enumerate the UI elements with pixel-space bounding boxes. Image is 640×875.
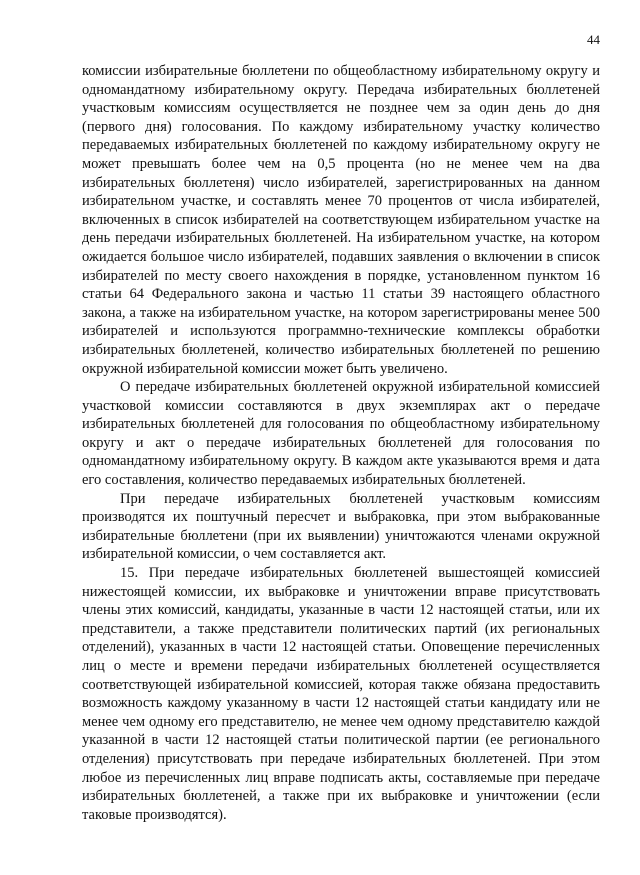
paragraph-recount-rejection: При передаче избирательных бюллетеней участковым комиссиям производятся их поштучный пересчет и выбраковка, при этом выбракованные избирательные бюллетени (при их выявлении) уничтожаются членами окружной избирательной комиссии, о чем составляется акт.	[82, 490, 600, 563]
paragraph-item-15: 15. При передаче избирательных бюллетеней вышестоящей комиссией нижестоящей комиссии, их выбраковке и уничтожении вправе присутствовать члены этих комиссий, кандидаты, указанные в части 12 настоящей статьи, или их представители, а также представители политических партий (их региональных отделений), указанных в части 12 настоящей статьи. Оповещение перечисленных лиц о месте и времени передачи избирательных бюллетеней осуществляется соответствующей избирательной комиссией, которая также обязана предоставить возможность каждому указанному в части 12 настоящей статьи кандидату или не менее чем одному его представителю, не менее чем одному представителю каждой указанной в части 12 настоящей статьи политической партии (ее регионального отделения) присутствовать при передаче избирательных бюллетеней. При этом любое из перечисленных лиц вправе подписать акты, составляемые при передаче избирательных бюллетеней, а также при их выбраковке и уничтожении (если таковые производятся).	[82, 565, 600, 823]
paragraph-transfer-act: О передаче избирательных бюллетеней окружной избирательной комиссией участковой комиссии составляются в двух экземплярах акт о передаче избирательных бюллетеней для голосования по общеобластному избирательному округу и акт о передаче избирательных бюллетеней для голосования по одномандатному избирательному округу. В каждом акте указываются время и дата его составления, количество передаваемых избирательных бюллетеней.	[82, 379, 600, 489]
paragraph-ballot-transfer-continuation: комиссии избирательные бюллетени по общеобластному избирательному округу и одномандатному избирательному округу. Передача избирательных бюллетеней участковым комиссиям осуществляется не позднее чем за один день до дня (первого дня) голосования. По каждому избирательному участку количество передаваемых избирательных бюллетеней по каждому избирательному округу не может превышать более чем на 0,5 процента (но не менее чем на два избирательных бюллетеня) число избирателей, зарегистрированных на данном избирательном участке, и составлять менее 70 процентов от числа избирателей, включенных в список избирателей на соответствующем избирательном участке на день передачи избирательных бюллетеней. На избирательном участке, на котором ожидается большое число избирателей, подавших заявления о включении в список избирателей по месту своего нахождения в порядке, установленном пунктом 16 статьи 64 Федерального закона и частью 11 статьи 39 настоящего областного закона, а также на избирательном участке, на котором зарегистрированы менее 500 избирателей и используются программно-технические комплексы обработки избирательных бюллетеней, количество избирательных бюллетеней по решению окружной избирательной комиссии может быть увеличено.	[82, 63, 600, 377]
page-number: 44	[587, 32, 600, 47]
body-text	[82, 62, 600, 824]
